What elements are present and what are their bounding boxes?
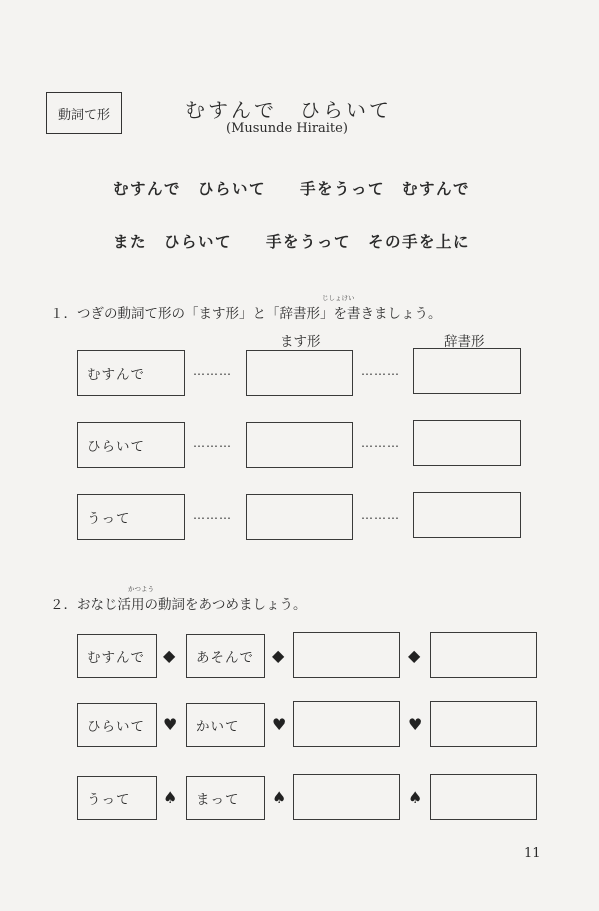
example-verb-label: かいて	[196, 719, 240, 735]
dots-leader: ………	[361, 508, 400, 522]
answer-box[interactable]	[430, 701, 537, 747]
example-verb-box	[186, 703, 265, 747]
masu-form-answer-box[interactable]	[246, 494, 353, 540]
jisho-form-answer-box[interactable]	[413, 420, 521, 466]
answer-box[interactable]	[293, 632, 400, 678]
heart-icon: ♥	[408, 715, 423, 734]
exercise-1-ruby: じしょけい	[322, 294, 355, 302]
verb-label: むすんで	[87, 650, 145, 666]
dots-leader: ………	[361, 364, 400, 378]
lyric-line-2: また ひらいて 手をうって その手を上に	[113, 232, 471, 251]
jisho-form-answer-box[interactable]	[413, 492, 521, 538]
verb-box	[77, 422, 185, 468]
diamond-icon: ◆	[408, 646, 421, 665]
exercise-1-prompt: １．つぎの動詞て形の「ます形」と「辞書形」を書きましょう。	[50, 306, 442, 322]
example-verb-box	[186, 776, 265, 820]
song-title: むすんで ひらいて	[185, 98, 392, 122]
masu-form-answer-box[interactable]	[246, 422, 353, 468]
diamond-icon: ◆	[272, 646, 285, 665]
column-header-masu: ます形	[280, 334, 321, 350]
verb-label: ひらいて	[87, 719, 145, 735]
song-subtitle: (Musunde Hiraite)	[226, 121, 348, 136]
verb-label: むすんで	[87, 367, 145, 383]
lyric-line-1: むすんで ひらいて 手をうって むすんで	[113, 179, 471, 198]
dots-leader: ………	[193, 364, 232, 378]
verb-box	[77, 776, 157, 820]
answer-box[interactable]	[430, 774, 537, 820]
grammar-tag-label: 動詞て形	[57, 107, 110, 123]
verb-box	[77, 634, 157, 678]
verb-label: うって	[87, 792, 131, 808]
example-verb-label: まって	[196, 792, 240, 808]
masu-form-answer-box[interactable]	[246, 350, 353, 396]
heart-icon: ♥	[272, 715, 287, 734]
answer-box[interactable]	[293, 701, 400, 747]
verb-box	[77, 494, 185, 540]
spade-icon: ♠	[408, 788, 423, 807]
spade-icon: ♠	[272, 788, 287, 807]
spade-icon: ♠	[163, 788, 178, 807]
answer-box[interactable]	[430, 632, 537, 678]
exercise-2-ruby: かつよう	[128, 585, 154, 593]
example-verb-label: あそんで	[196, 650, 254, 666]
diamond-icon: ◆	[163, 646, 176, 665]
answer-box[interactable]	[293, 774, 400, 820]
dots-leader: ………	[193, 436, 232, 450]
grammar-tag	[46, 92, 122, 134]
example-verb-box	[186, 634, 265, 678]
page-number: 11	[524, 846, 541, 861]
dots-leader: ………	[361, 436, 400, 450]
exercise-2-prompt: ２．おなじ活用の動詞をあつめましょう。	[50, 597, 307, 613]
verb-box	[77, 350, 185, 396]
jisho-form-answer-box[interactable]	[413, 348, 521, 394]
verb-label: うって	[87, 511, 131, 527]
verb-box	[77, 703, 157, 747]
verb-label: ひらいて	[87, 439, 145, 455]
column-header-jisho: 辞書形	[444, 334, 485, 350]
dots-leader: ………	[193, 508, 232, 522]
heart-icon: ♥	[163, 715, 178, 734]
